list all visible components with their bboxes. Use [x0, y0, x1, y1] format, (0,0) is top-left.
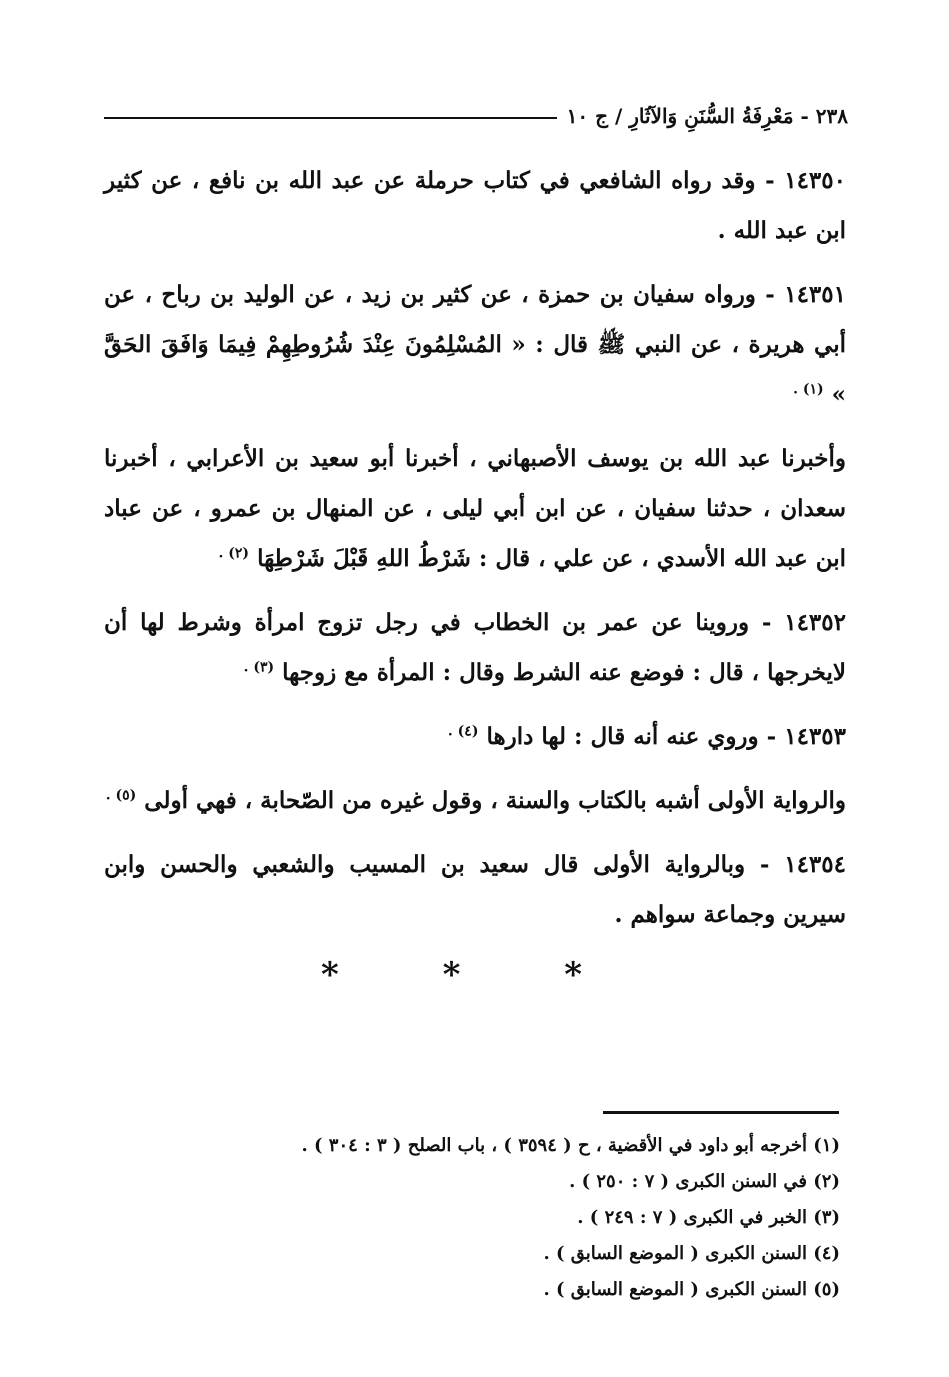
- footnote-item: (٤) السنن الكبرى ( الموضع السابق ) .: [543, 1243, 840, 1264]
- footnote-ref: (٥) .: [105, 787, 137, 804]
- paragraph-14353: [104, 712, 846, 762]
- footnote-ref: (٤) .: [447, 723, 479, 740]
- footnote-item: (٥) السنن الكبرى ( الموضع السابق ) .: [543, 1279, 840, 1300]
- page-header: [104, 96, 848, 136]
- paragraph-text: ١٤٣٥٢ - وروينا عن عمر بن الخطاب في رجل تزوج امرأة وشرط لها أن لايخرجها ، قال : فوضع عنه الشرط وقال : المرأة مع زوجها: [104, 609, 846, 686]
- footnote-ref: (١) .: [793, 381, 824, 398]
- paragraph-text: ١٤٣٥١ - ورواه سفيان بن حمزة ، عن كثير بن زيد ، عن الوليد بن رباح ، عن أبي هريرة ، عن النبي ﷺ قال : « المُسْلِمُونَ عِنْدَ شُرُوطِهِمْ فِيمَا وَافَقَ الحَقَّ »: [104, 281, 846, 408]
- body-text: [104, 156, 846, 954]
- paragraph-14350: [104, 156, 846, 256]
- footnote-ref: (٣) .: [243, 659, 275, 676]
- paragraph-riwaya: [104, 776, 846, 826]
- paragraph-14352: [104, 598, 846, 698]
- header-rule: [104, 117, 557, 119]
- paragraph-text: ١٤٣٥٣ - وروي عنه أنه قال : لها دارها: [486, 723, 846, 750]
- footnotes: [200, 1128, 840, 1308]
- paragraph-text: ١٤٣٥٤ - وبالرواية الأولى قال سعيد بن المسيب والشعبي والحسن وابن سيرين وجماعة سواهم .: [104, 851, 846, 928]
- footnote-item: (٢) في السنن الكبرى ( ٧ : ٢٥٠ ) .: [569, 1171, 840, 1192]
- paragraph-isnad: [104, 434, 846, 584]
- footnote-item: (١) أخرجه أبو داود في الأقضية ، ح ( ٣٥٩٤ ) ، باب الصلح ( ٣ : ٣٠٤ ) .: [301, 1135, 840, 1156]
- paragraph-text: والرواية الأولى أشبه بالكتاب والسنة ، وقول غيره من الصّحابة ، فهي أولى: [144, 787, 846, 814]
- running-title: ٢٣٨ - مَعْرِفَةُ السُّنَنِ وَالآثَارِ / ج ١٠: [566, 104, 848, 128]
- section-separator: * * *: [320, 955, 628, 995]
- paragraph-14351: [104, 270, 846, 420]
- paragraph-14354: [104, 840, 846, 940]
- paragraph-text: ١٤٣٥٠ - وقد رواه الشافعي في كتاب حرملة عن عبد الله بن نافع ، عن كثير ابن عبد الله .: [104, 167, 846, 244]
- footnote-rule: [603, 1111, 839, 1114]
- footnote-item: (٣) الخبر في الكبرى ( ٧ : ٢٤٩ ) .: [577, 1207, 840, 1228]
- paragraph-text: وأخبرنا عبد الله بن يوسف الأصبهاني ، أخبرنا أبو سعيد بن الأعرابي ، أخبرنا سعدان ، حدثنا سفيان ، عن ابن أبي ليلى ، عن المنهال بن عمرو ، عن عباد ابن عبد الله الأسدي ، عن علي ، قال : شَرْطُ اللهِ قَبْلَ شَرْطِهَا: [104, 445, 846, 572]
- footnote-ref: (٢) .: [218, 545, 250, 562]
